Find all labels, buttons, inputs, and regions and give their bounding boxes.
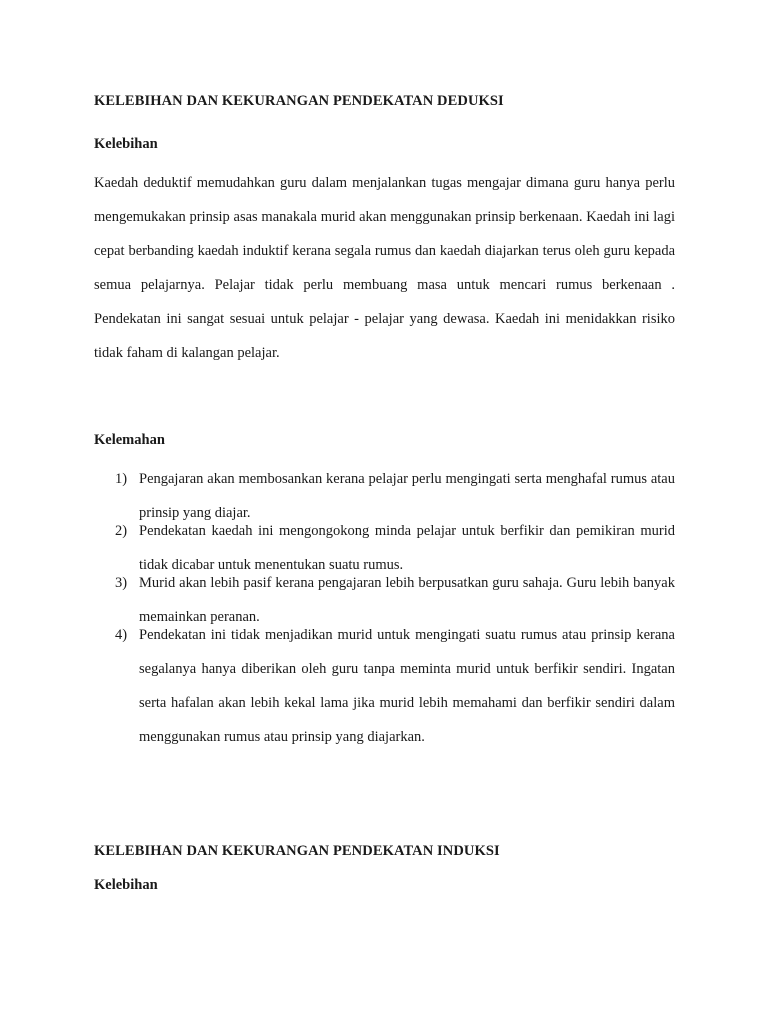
kelebihan-deduksi-heading: Kelebihan xyxy=(94,136,158,152)
list-item-marker: 4) xyxy=(115,627,128,643)
section-deduksi-title: KELEBIHAN DAN KEKURANGAN PENDEKATAN DEDUKSI xyxy=(94,93,504,109)
kelemahan-deduksi-heading: Kelemahan xyxy=(94,432,165,448)
list-item-marker: 1) xyxy=(115,471,128,487)
list-item-text: Pengajaran akan membosankan kerana pelajar perlu mengingati serta menghafal rumus atau prinsip yang diajar. xyxy=(139,471,675,521)
kelebihan-induksi-heading: Kelebihan xyxy=(94,877,158,893)
list-item-marker: 3) xyxy=(115,575,128,591)
section-induksi-title: KELEBIHAN DAN KEKURANGAN PENDEKATAN INDUKSI xyxy=(94,843,500,859)
list-item-text: Murid akan lebih pasif kerana pengajaran lebih berpusatkan guru sahaja. Guru lebih banyak memainkan peranan. xyxy=(139,575,675,625)
list-item-marker: 2) xyxy=(115,523,128,539)
kelemahan-deduksi-list xyxy=(94,462,675,754)
list-item xyxy=(94,618,675,754)
list-item-text: Pendekatan ini tidak menjadikan murid untuk mengingati suatu rumus atau prinsip kerana segalanya hanya diberikan oleh guru tanpa meminta murid untuk berfikir sendiri. Ingatan serta hafalan akan lebih kekal lama jika murid lebih memahami dan berfikir sendiri dalam menggunakan rumus atau prinsip yang diajarkan. xyxy=(139,627,675,745)
kelebihan-deduksi-paragraph: Kaedah deduktif memudahkan guru dalam menjalankan tugas mengajar dimana guru hanya perlu mengemukakan prinsip asas manakala murid akan menggunakan prinsip berkenaan. Kaedah ini lagi cepat berbanding kaedah induktif kerana segala rumus dan kaedah diajarkan terus oleh guru kepada semua pelajarnya. Pelajar tidak perlu membuang masa untuk mencari rumus berkenaan . Pendekatan ini sangat sesuai untuk pelajar - pelajar yang dewasa. Kaedah ini menidakkan risiko tidak faham di kalangan pelajar. xyxy=(94,175,675,361)
list-item-text: Pendekatan kaedah ini mengongokong minda pelajar untuk berfikir dan pemikiran murid tidak dicabar untuk menentukan suatu rumus. xyxy=(139,523,675,573)
